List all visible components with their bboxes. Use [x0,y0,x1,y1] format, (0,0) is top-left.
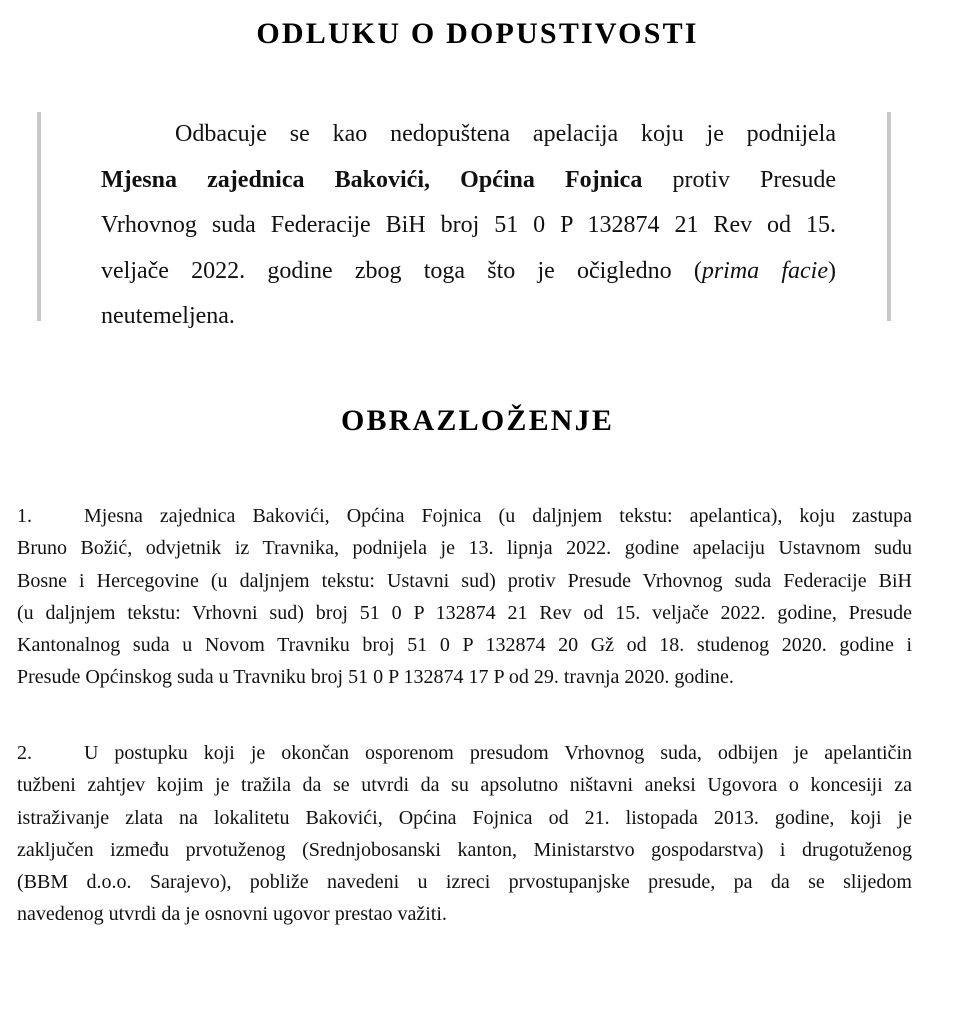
paragraph-line-text: Bruno Božić, odvjetnik iz Travnika, podnijela je 13. lipnja 2022. godine apelaciju Ustavnom sudu [17,537,912,560]
paragraph-line [17,866,912,898]
paragraph-line-text: Mjesna zajednica Bakovići, Općina Fojnica (u daljnjem tekstu: apelantica), koju zastupa [84,505,912,527]
paragraph-line-text: (u daljnjem tekstu: Vrhovni sud) broj 51 0 P 132874 21 Rev od 15. veljače 2022. godine, Presude [17,601,912,624]
section-title-reasoning: OBRAZLOŽENJE [340,404,615,437]
paragraph-line-text: tužbeni zahtjev kojim je tražila da se utvrdi da su apsolutno ništavni aneksi Ugovora o koncesiji za [17,774,912,797]
paragraph-line-text: navedenog utvrdi da je osnovni ugovor prestao važiti. [17,903,447,926]
paragraph-line [17,802,912,834]
paragraph-line-text: U postupku koji je okončan osporenom presudom Vrhovnog suda, odbijen je apelantičin [84,742,912,764]
paragraph-line [17,834,912,866]
decision-line-text: neutemeljena. [101,303,235,329]
paragraph-line [17,565,912,597]
decision-line [101,249,836,295]
paragraph-number: 1. [17,505,32,527]
paragraph-line [17,500,912,532]
decision-line [101,112,836,158]
paragraph-line [17,532,912,564]
paragraph-line [17,629,912,661]
paragraph-number: 2. [17,742,32,764]
decision-title: ODLUKU O DOPUSTIVOSTI [256,17,699,50]
decision-line [101,203,836,249]
decision-line-text: Vrhovnog suda Federacije BiH broj 51 0 P 132874 21 Rev od 15. [101,212,836,238]
decision-line-text: protiv Presude [642,166,836,193]
paragraph-line-text: Bosne i Hercegovine (u daljnjem tekstu: Ustavni sud) protiv Presude Vrhovnog suda Federacije BiH [17,569,912,592]
decision-operative-block [37,112,891,329]
paragraph-line-text: istraživanje zlata na lokalitetu Bakovići, Općina Fojnica od 21. listopada 2013. godine, koji je [17,806,912,829]
paragraph-1 [17,500,912,694]
latin-phrase: prima facie [701,257,828,284]
paragraph-line-text: (BBM d.o.o. Sarajevo), pobliže navedeni u izreci prvostupanjske presude, pa da se slijedom [17,871,912,894]
decision-text [101,112,836,340]
appellant-name: Mjesna zajednica Bakovići, Općina Fojnica [101,166,643,193]
paragraph-line [17,769,912,801]
decision-line-text: veljače 2022. godine zbog toga što je očigledno ( [101,257,702,284]
paragraph-line [17,661,912,693]
decision-line [101,294,836,340]
decision-line-text: Odbacuje se kao nedopuštena apelacija koju je podnijela [175,121,836,147]
paragraph-line [17,898,912,930]
paragraph-2 [17,737,912,931]
decision-line-text: ) [828,257,836,284]
paragraph-line-text: zaključen između prvotuženog (Srednjobosanski kanton, Ministarstvo gospodarstva) i drugotuženog [17,838,912,861]
paragraph-line-text: Kantonalnog suda u Novom Travniku broj 51 0 P 132874 20 Gž od 18. studenog 2020. godine i [17,634,912,657]
paragraph-line [17,597,912,629]
paragraph-line [17,737,912,769]
paragraph-line-text: Presude Općinskog suda u Travniku broj 51 0 P 132874 17 P od 29. travnja 2020. godine. [17,666,734,689]
decision-line [101,158,836,204]
